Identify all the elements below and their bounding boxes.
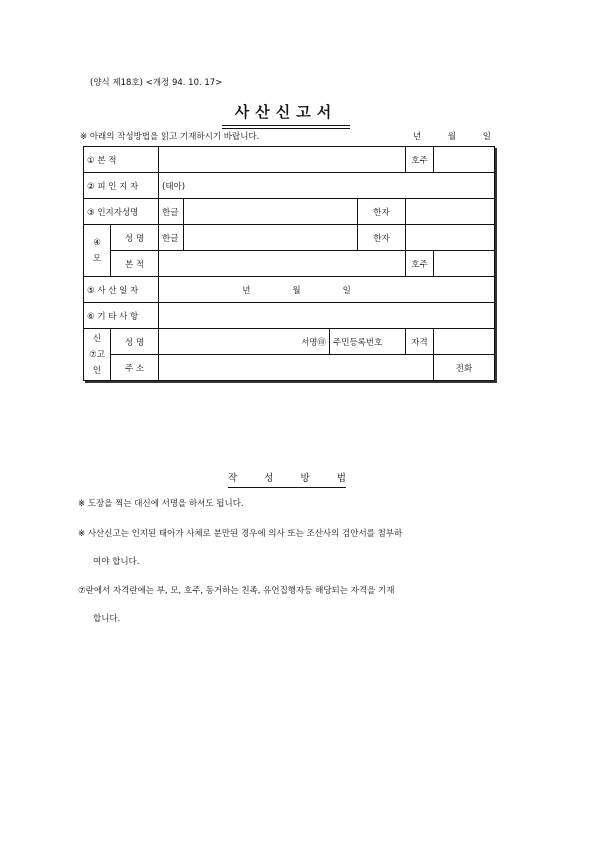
reporter-group-text-3: 인 [92,365,102,376]
row-reporter-address [84,355,495,381]
instruction-text: ※ 아래의 작성방법을 읽고 기재하시기 바랍니다. [80,132,260,142]
mother-hanja-field[interactable] [406,225,495,251]
row-domicile [84,147,495,173]
row-reporter-name [84,329,495,355]
stillbirth-month-label: 월 [292,285,301,296]
mother-householder-field[interactable] [434,251,495,277]
row-other-matters [84,303,495,329]
stillbirth-year-label: 년 [242,285,251,296]
method-note-3-cont: 합니다. [93,614,121,624]
form-number: (양식 제18호) <개정 94. 10. 17> [90,78,223,88]
domicile-label: ① 본 적 [84,147,159,173]
address-field[interactable] [159,355,434,381]
row-stillbirth-date [84,277,495,303]
method-title-char: 작 [228,473,238,484]
row-acknowledger-name [84,199,495,225]
stillbirth-date-field[interactable] [159,277,495,303]
row-acknowledged [84,173,495,199]
reporter-group-text-2: ⑦고 [89,349,105,360]
acknowledger-hangul-field[interactable] [184,199,358,225]
mother-hangul-label: 한글 [159,225,184,251]
mother-group-label [84,225,111,277]
method-title-char: 성 [264,473,274,484]
mother-householder-label: 호주 [406,251,434,277]
year-label: 년 [413,132,422,142]
mother-domicile-field[interactable] [159,251,406,277]
reporter-group-text-1: 신 [92,333,102,344]
method-note-2: ※ 사산신고는 인지된 태아가 사체로 분만된 경우에 의사 또는 조산사의 검안서를 첨부하 [78,529,403,539]
method-title-char: 법 [336,473,346,484]
householder-label: 호주 [406,147,434,173]
acknowledger-hanja-field[interactable] [406,199,495,225]
method-note-3: ⑦란에서 자격란에는 부, 모, 호주, 동거하는 친족, 유언집행자등 해당되는 자격을 기재 [78,586,395,596]
qualification-label: 자격 [406,329,434,355]
mother-name-label: 성 명 [111,225,159,251]
phone-label: 전화 [434,355,495,381]
row-mother-domicile [84,251,495,277]
hangul-label: 한글 [159,199,184,225]
domicile-field[interactable] [159,147,406,173]
hanja-label: 한자 [358,199,406,225]
stillbirth-day-label: 일 [342,285,351,296]
qualification-field[interactable] [434,329,495,355]
acknowledged-label: ② 피 인 지 자 [84,173,159,199]
resident-id-field[interactable] [330,329,406,355]
method-title-char: 방 [300,473,310,484]
mother-group-number: ④ [93,237,101,248]
reporter-signature-field[interactable] [159,329,330,355]
report-form-table [83,146,495,381]
month-label: 월 [447,132,457,142]
method-note-2-cont: 여야 합니다. [93,557,140,567]
mother-domicile-label: 본 적 [111,251,159,277]
day-label: 일 [482,132,491,142]
mother-group-text: 모 [92,253,102,264]
seal-label: 서명㊞ [301,337,327,348]
reporter-name-label: 성 명 [111,329,159,355]
acknowledger-name-label: ③ 인지자성명 [84,199,159,225]
stillbirth-date-label: ⑤ 사 산 일 자 [84,277,159,303]
other-matters-label: ⑥ 기 타 사 항 [84,303,159,329]
resident-id-label: 주민등록번호 [333,337,383,348]
method-title [228,470,346,488]
address-label: 주 소 [111,355,159,381]
row-mother-name [84,225,495,251]
page-title: 사산신고서 [222,101,350,126]
mother-hanja-label: 한자 [358,225,406,251]
acknowledged-field[interactable]: (태아) [159,173,495,199]
householder-field[interactable] [434,147,495,173]
reporter-group-label [84,329,111,381]
mother-hangul-field[interactable] [184,225,358,251]
report-date [413,130,491,142]
method-note-1: ※ 도장을 찍는 대신에 서명을 하셔도 됩니다. [78,499,244,509]
other-matters-field[interactable] [159,303,495,329]
